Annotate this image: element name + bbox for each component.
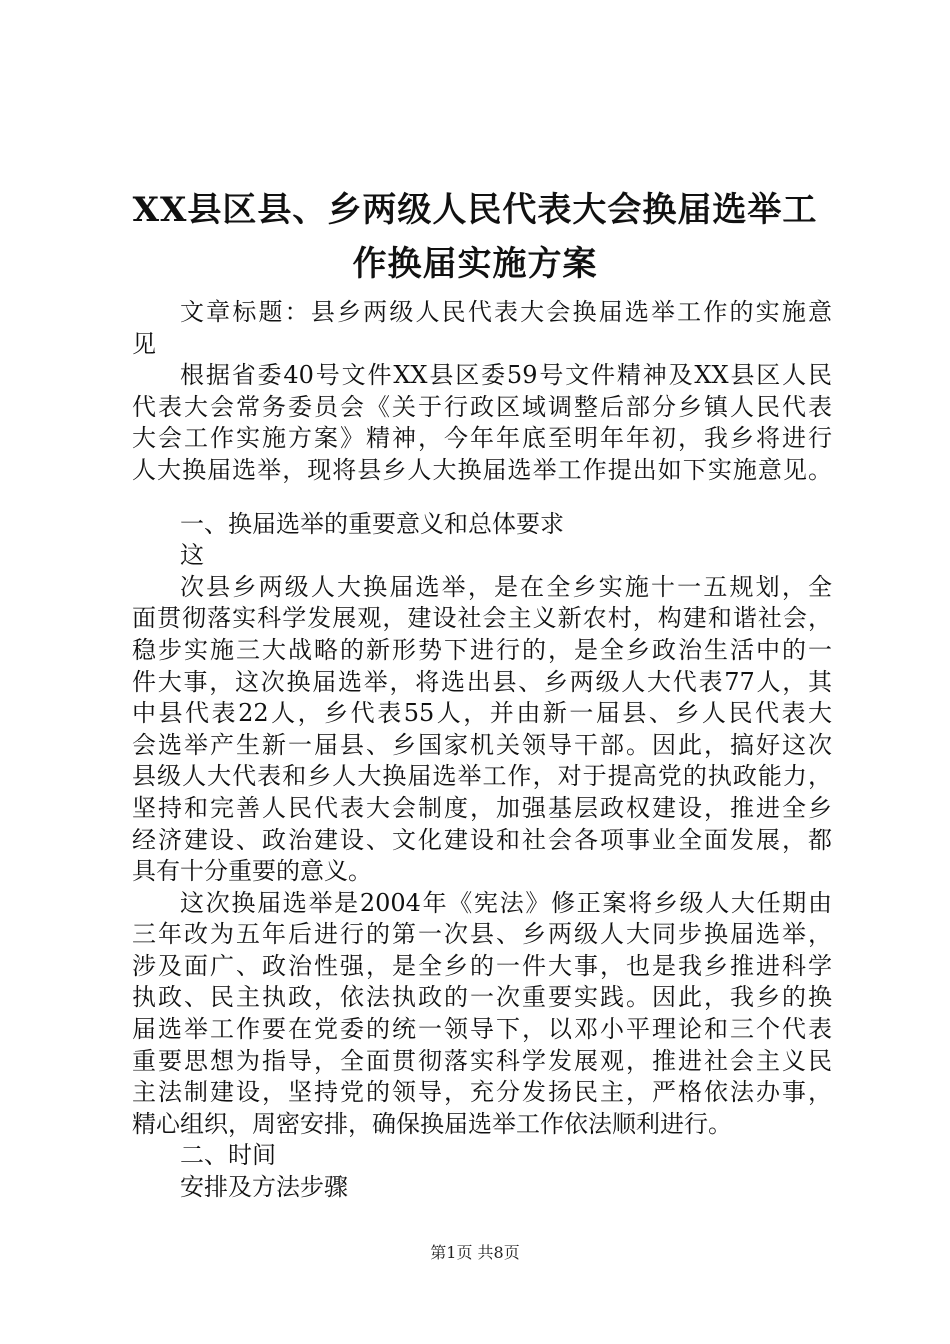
- text-line: 这: [180, 541, 204, 570]
- text-line: 见: [132, 329, 156, 358]
- document-title-line-1: XX县区县、乡两级人民代表大会换届选举工: [132, 190, 818, 230]
- text-line: 安排及方法步骤: [180, 1173, 348, 1202]
- section-heading: 一、换届选举的重要意义和总体要求: [180, 509, 564, 538]
- text-line: 主法制建设，坚持党的领导，充分发扬民主，严格依法办事，: [132, 1078, 832, 1107]
- text-line: 件大事，这次换届选举，将选出县、乡两级人大代表77人，其: [132, 667, 832, 696]
- text-line: 执政、民主执政，依法执政的一次重要实践。因此，我乡的换: [132, 983, 832, 1012]
- text-line: 坚持和完善人民代表大会制度，加强基层政权建设，推进全乡: [132, 793, 832, 822]
- text-line: 大会工作实施方案》精神，今年年底至明年年初，我乡将进行: [132, 424, 832, 453]
- text-line: 经济建设、政治建设、文化建设和社会各项事业全面发展，都: [132, 825, 832, 854]
- text-line: 人大换届选举，现将县乡人大换届选举工作提出如下实施意见。: [132, 455, 832, 484]
- text-line: 涉及面广、政治性强，是全乡的一件大事，也是我乡推进科学: [132, 951, 832, 980]
- text-line: 次县乡两级人大换届选举，是在全乡实施十一五规划，全: [180, 572, 832, 601]
- text-line: 届选举工作要在党委的统一领导下，以邓小平理论和三个代表: [132, 1015, 832, 1044]
- text-line: 这次换届选举是2004年《宪法》修正案将乡级人大任期由: [180, 888, 832, 917]
- text-line: 精心组织，周密安排，确保换届选举工作依法顺利进行。: [132, 1109, 732, 1138]
- text-line: 具有十分重要的意义。: [132, 857, 372, 886]
- text-line: 中县代表22人，乡代表55人，并由新一届县、乡人民代表大: [132, 699, 832, 728]
- text-line: 文章标题：县乡两级人民代表大会换届选举工作的实施意: [180, 298, 832, 326]
- text-line: 三年改为五年后进行的第一次县、乡两级人大同步换届选举，: [132, 920, 832, 949]
- text-line: 重要思想为指导，全面贯彻落实科学发展观，推进社会主义民: [132, 1046, 832, 1075]
- document-body: [132, 297, 832, 1204]
- text-line: 面贯彻落实科学发展观，建设社会主义新农村，构建和谐社会，: [132, 604, 832, 633]
- page-number-footer: 第1页 共8页: [430, 1243, 520, 1262]
- document-title-line-2: 作换届实施方案: [352, 244, 598, 284]
- text-line: 稳步实施三大战略的新形势下进行的，是全乡政治生活中的一: [132, 635, 832, 664]
- text-line: 代表大会常务委员会《关于行政区域调整后部分乡镇人民代表: [132, 392, 832, 421]
- text-line: 会选举产生新一届县、乡国家机关领导干部。因此，搞好这次: [132, 730, 832, 759]
- text-line: 县级人大代表和乡人大换届选举工作，对于提高党的执政能力，: [132, 762, 832, 791]
- section-heading: 二、时间: [180, 1141, 276, 1170]
- text-line: 根据省委40号文件XX县区委59号文件精神及XX县区人民: [180, 361, 832, 390]
